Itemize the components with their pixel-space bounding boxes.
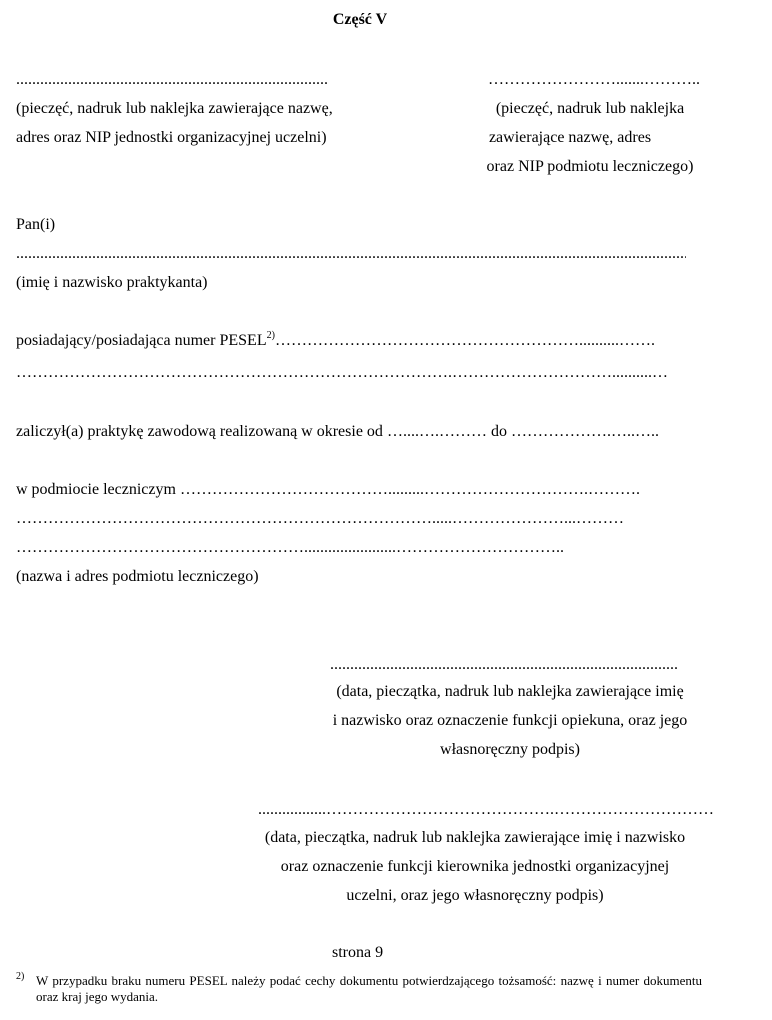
period-to-dots: ……………….…..….. bbox=[510, 423, 659, 440]
supervisor-caption-line3: własnoręczny podpis) bbox=[440, 741, 580, 758]
stamp-left-caption-line1: (pieczęć, nadruk lub naklejka zawierające nazwę, bbox=[16, 100, 333, 117]
footnote-text: W przypadku braku numeru PESEL należy podać cechy dokumentu potwierdzającego tożsamość: nazwę i numer dokumentu oraz kraj jego wydania. bbox=[36, 973, 702, 1004]
footnote-mark: 2) bbox=[16, 971, 25, 982]
page-title: Część V bbox=[332, 11, 388, 28]
facility-dots1: ………………………………….........………………………….………. bbox=[179, 481, 640, 498]
period-line bbox=[16, 422, 659, 442]
pesel-dots-line2: ……………………………………………………………………….…………………………..........… bbox=[16, 364, 668, 381]
head-caption-line2: oraz oznaczenie funkcji kierownika jednostki organizacyjnej bbox=[280, 858, 670, 875]
stamp-right-dots: …………………….......……….. bbox=[488, 71, 700, 88]
facility-dots-line2: …………………………………………………………………….....…………………...……… bbox=[16, 510, 624, 527]
stamp-left-caption-line2: adres oraz NIP jednostki organizacyjnej uczelni) bbox=[16, 129, 327, 146]
facility-dots-line3: ……………………………………………….......................………………………….. bbox=[16, 539, 564, 556]
facility-label: w podmiocie leczniczym bbox=[16, 481, 180, 498]
facility-line1 bbox=[16, 480, 640, 500]
head-dots: .................…………………………………….………………………… bbox=[258, 801, 714, 818]
head-caption-line1: (data, pieczątka, nadruk lub naklejka zawierające imię i nazwisko bbox=[264, 829, 686, 846]
supervisor-caption-line2: i nazwisko oraz oznaczenie funkcji opiekuna, oraz jego bbox=[332, 712, 688, 729]
name-caption: (imię i nazwisko praktykanta) bbox=[16, 274, 208, 291]
supervisor-caption-line1: (data, pieczątka, nadruk lub naklejka zawierające imię bbox=[336, 683, 684, 700]
pesel-footnote-ref: 2) bbox=[266, 329, 275, 341]
period-from-dots: …....….……… bbox=[386, 423, 487, 440]
supervisor-dots: ....................................................................................... bbox=[330, 656, 678, 673]
facility-caption: (nazwa i adres podmiotu leczniczego) bbox=[16, 568, 259, 585]
pesel-dots: …………………………………………………..........……. bbox=[274, 332, 655, 349]
page-number: strona 9 bbox=[332, 944, 384, 961]
pan-label: Pan(i) bbox=[16, 216, 56, 233]
pesel-label: posiadający/posiadająca numer PESEL bbox=[16, 332, 267, 349]
stamp-right-caption-line2: zawierające nazwę, adres bbox=[488, 129, 652, 146]
period-label: zaliczył(a) praktykę zawodową realizowaną w okresie od bbox=[16, 423, 387, 440]
stamp-right-caption-line1: (pieczęć, nadruk lub naklejka bbox=[495, 100, 685, 117]
period-to-label: do bbox=[486, 423, 511, 440]
stamp-right-caption-line3: oraz NIP podmiotu leczniczego) bbox=[486, 158, 694, 175]
stamp-left-dots: .............................................................................. bbox=[16, 71, 328, 88]
head-caption-line3: uczelni, oraz jego własnoręczny podpis) bbox=[346, 887, 604, 904]
pesel-line bbox=[16, 331, 655, 351]
name-dots-line bbox=[16, 244, 686, 264]
